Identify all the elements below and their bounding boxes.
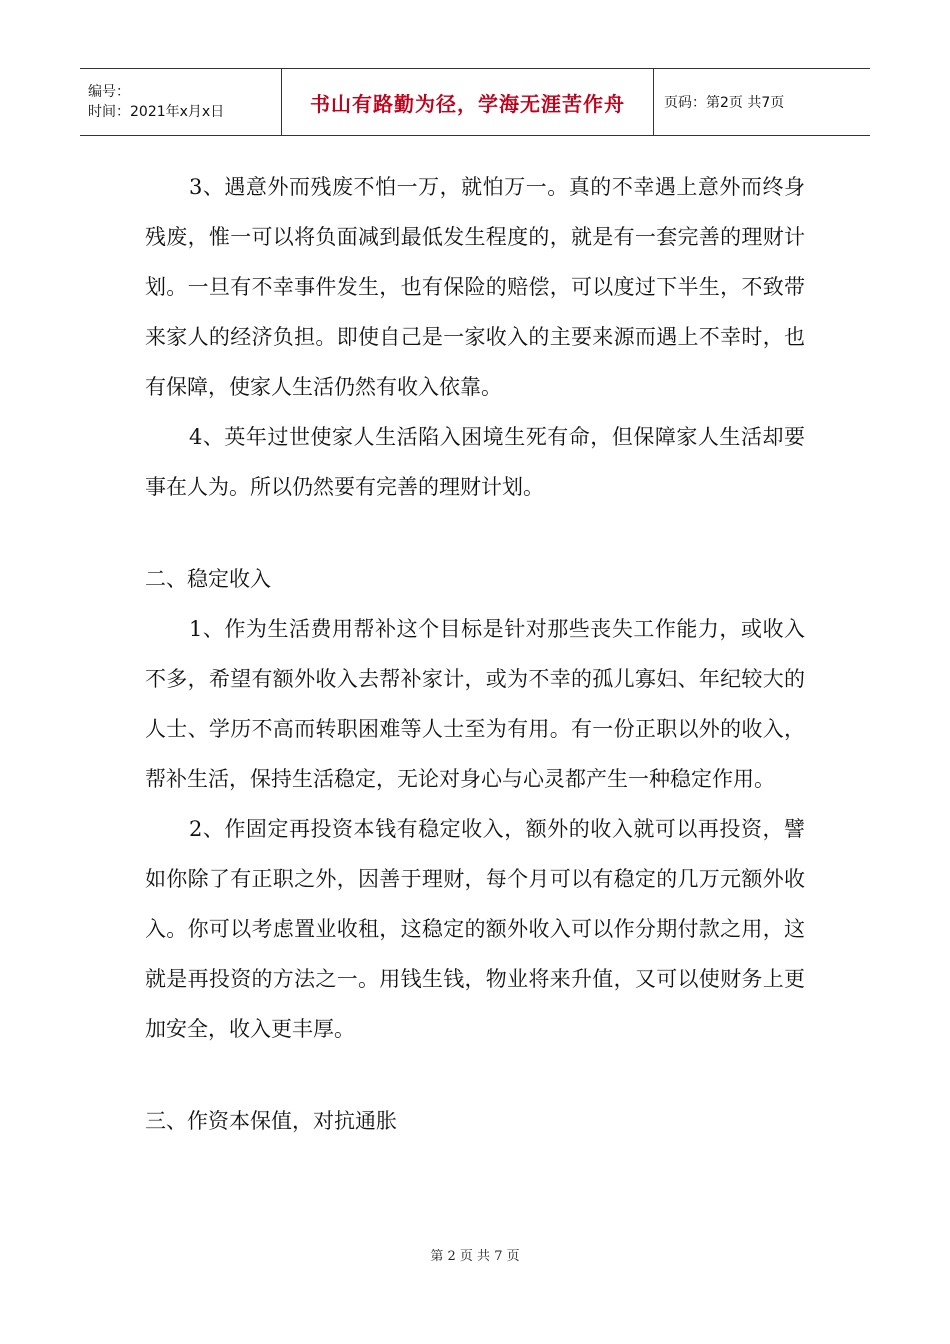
- paragraph-reinvestment: 2、作固定再投资本钱有稳定收入，额外的收入就可以再投资，譬如你除了有正职之外，因善于理财，每个月可以有稳定的几万元额外收入。你可以考虑置业收租，这稳定的额外收入可以作分期付款之用，这就是再投资的方法之一。用钱生钱，物业将来升值，又可以使财务上更加安全，收入更丰厚。: [145, 817, 805, 1041]
- section-heading-capital-preservation: 三、作资本保值，对抗通胀: [145, 1109, 397, 1133]
- section-heading-stable-income: 二、稳定收入: [145, 567, 271, 591]
- paragraph-living-supplement: 1、作为生活费用帮补这个目标是针对那些丧失工作能力，或收入不多，希望有额外收入去帮补家计，或为不幸的孤儿寡妇、年纪较大的人士、学历不高而转职困难等人士至为有用。有一份正职以外的收入，帮补生活，保持生活稳定，无论对身心与心灵都产生一种稳定作用。: [145, 617, 805, 791]
- header-motto: 书山有路勤为径，学海无涯苦作舟: [310, 91, 625, 116]
- header-motto-cell: [282, 69, 654, 135]
- document-number: 编号：: [88, 84, 130, 100]
- header-meta: [80, 69, 282, 135]
- paragraph-early-death: 4、英年过世使家人生活陷入困境生死有命，但保障家人生活却要事在人为。所以仍然要有完善的理财计划。: [145, 425, 805, 499]
- page-footer: 第 2 页 共 7 页: [430, 1249, 520, 1264]
- document-body: [145, 162, 805, 1146]
- header-page-number: 页码：第2页 共7页: [664, 95, 785, 111]
- header-page-cell: [654, 69, 870, 135]
- document-time: 时间：2021年x月x日: [88, 104, 225, 120]
- page-header: [80, 68, 870, 136]
- paragraph-disability: 3、遇意外而残废不怕一万，就怕万一。真的不幸遇上意外而终身残废，惟一可以将负面减到最低发生程度的，就是有一套完善的理财计划。一旦有不幸事件发生，也有保险的赔偿，可以度过下半生，不致带来家人的经济负担。即使自己是一家收入的主要来源而遇上不幸时，也有保障，使家人生活仍然有收入依靠。: [145, 175, 805, 399]
